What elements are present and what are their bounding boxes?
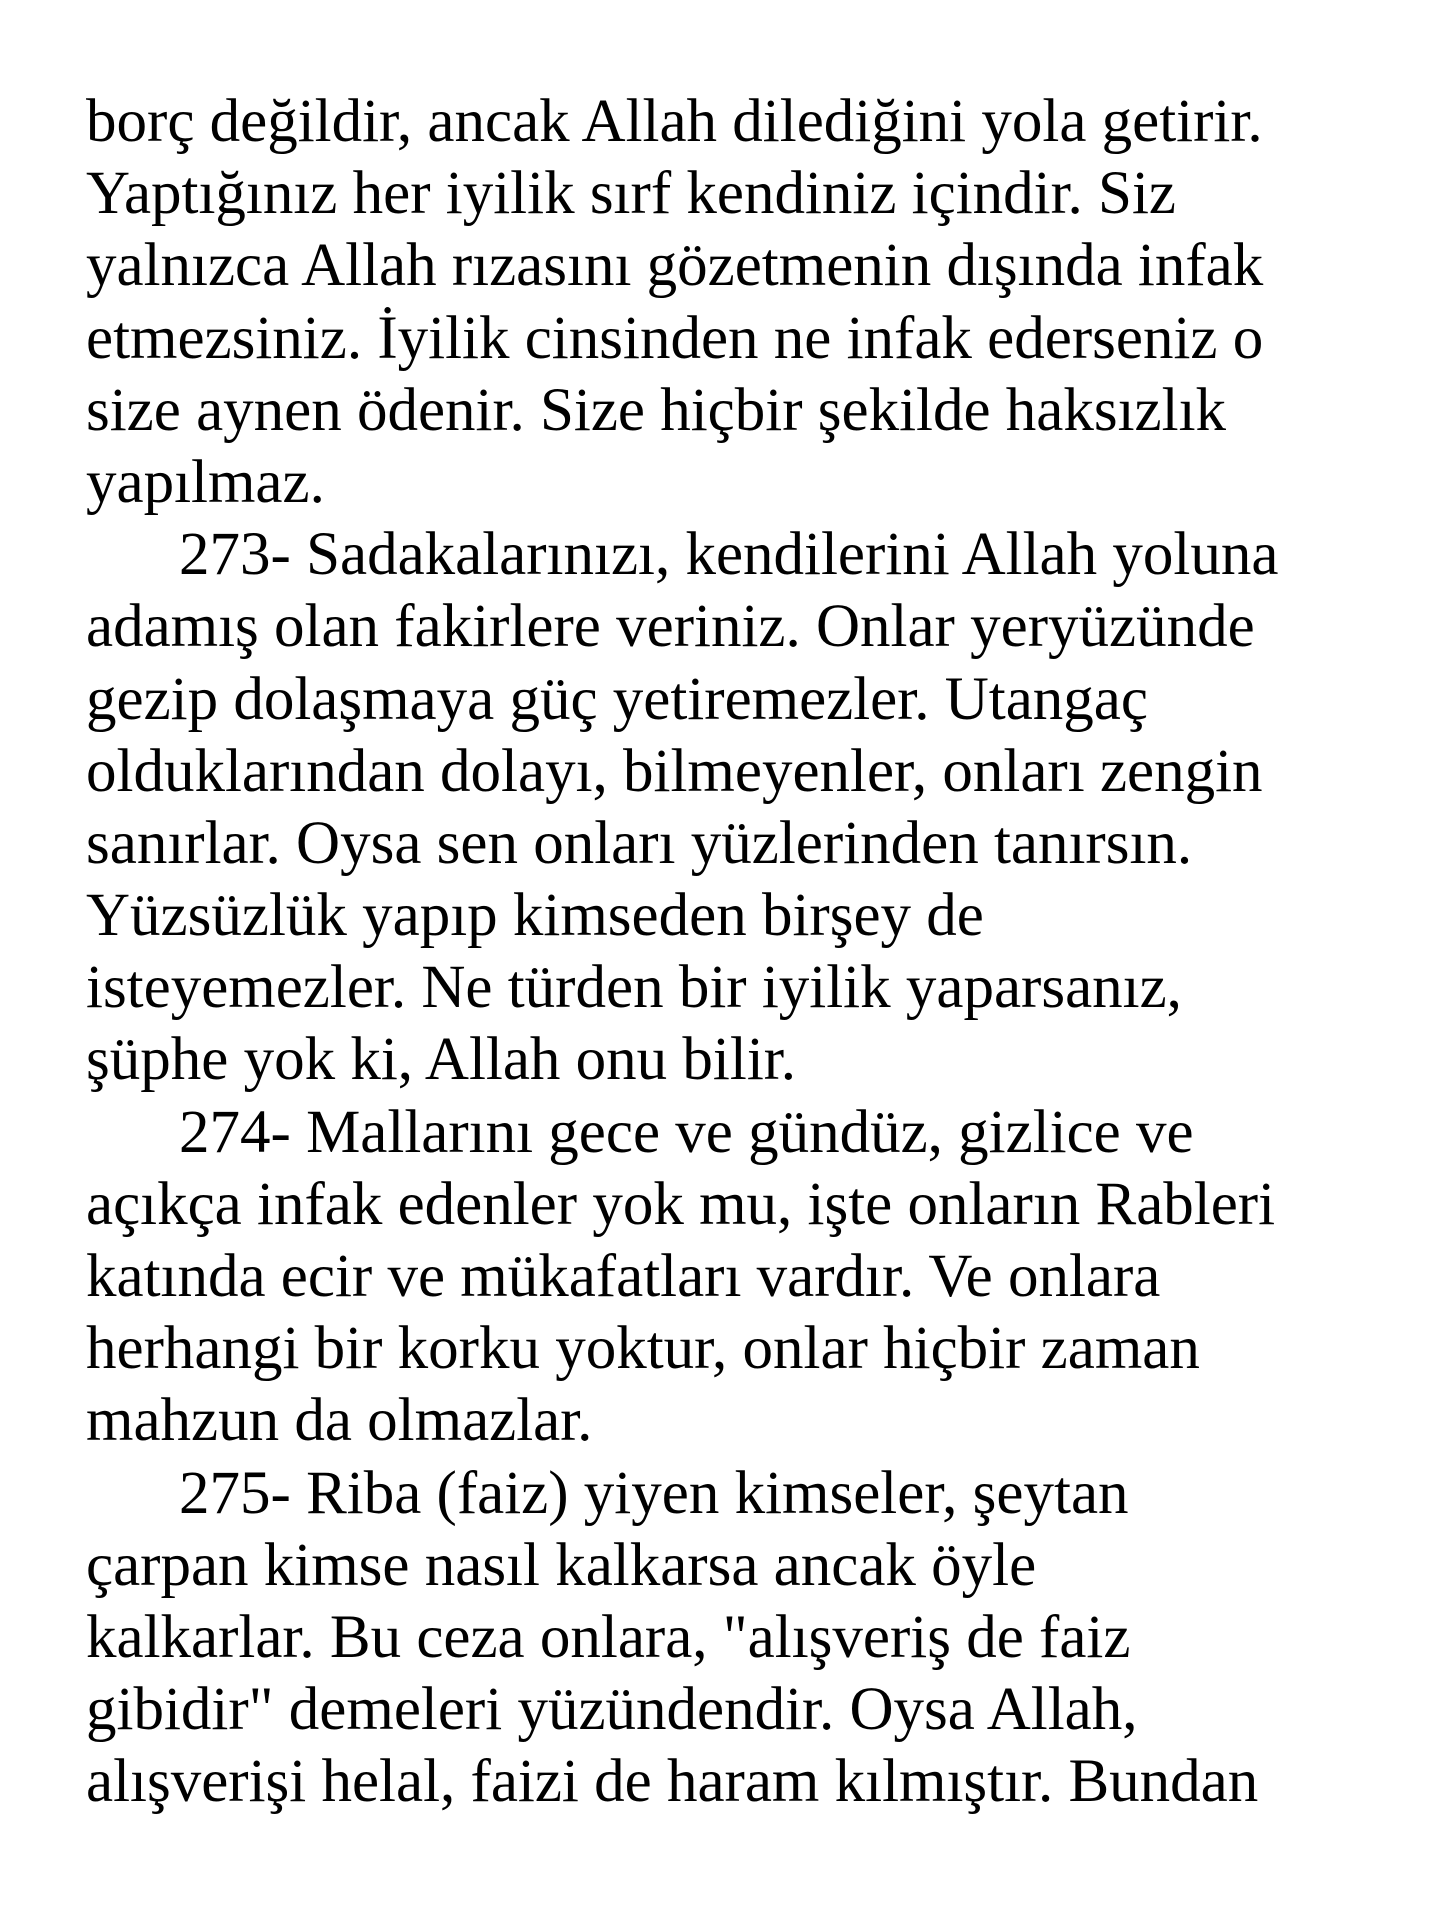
verse-273-start: 273- Sadakalarınızı, kendilerini Allah yoluna	[179, 521, 1279, 589]
text-line: gezip dolaşmaya güç yetiremezler. Utangaç	[86, 665, 1148, 733]
text-line: isteyemezler. Ne türden bir iyilik yaparsanız,	[86, 954, 1182, 1022]
text-line: kalkarlar. Bu ceza onlara, "alışveriş de faiz	[86, 1603, 1131, 1671]
document-page	[86, 86, 1386, 1819]
text-line: adamış olan fakirlere veriniz. Onlar yeryüzünde	[86, 593, 1255, 661]
text-line: mahzun da olmazlar.	[86, 1387, 593, 1455]
text-line: yalnızca Allah rızasını gözetmenin dışında infak	[86, 232, 1264, 300]
text-line: alışverişi helal, faizi de haram kılmıştır. Bundan	[86, 1748, 1259, 1816]
text-line: çarpan kimse nasıl kalkarsa ancak öyle	[86, 1531, 1037, 1599]
text-line: yapılmaz.	[86, 448, 325, 516]
text-line: size aynen ödenir. Size hiçbir şekilde haksızlık	[86, 376, 1227, 444]
text-line: borç değildir, ancak Allah dilediğini yola getirir.	[86, 88, 1263, 155]
text-line: açıkça infak edenler yok mu, işte onların Rableri	[86, 1170, 1276, 1238]
verse-274-start: 274- Mallarını gece ve gündüz, gizlice ve	[179, 1098, 1194, 1166]
text-line: olduklarından dolayı, bilmeyenler, onları zengin	[86, 737, 1263, 805]
text-line: sanırlar. Oysa sen onları yüzlerinden tanırsın.	[86, 809, 1193, 877]
text-line: gibidir" demeleri yüzündendir. Oysa Allah,	[86, 1676, 1138, 1744]
text-line: katında ecir ve mükafatları vardır. Ve onlara	[86, 1243, 1161, 1310]
text-line: şüphe yok ki, Allah onu bilir.	[86, 1026, 796, 1094]
text-line: Yaptığınız her iyilik sırf kendiniz içindir. Siz	[86, 160, 1176, 228]
text-line: herhangi bir korku yoktur, onlar hiçbir zaman	[86, 1315, 1200, 1383]
text-line: Yüzsüzlük yapıp kimseden birşey de	[86, 882, 984, 950]
verse-275-start: 275- Riba (faiz) yiyen kimseler, şeytan	[179, 1459, 1129, 1527]
text-line: etmezsiniz. İyilik cinsinden ne infak ederseniz o	[86, 304, 1264, 372]
